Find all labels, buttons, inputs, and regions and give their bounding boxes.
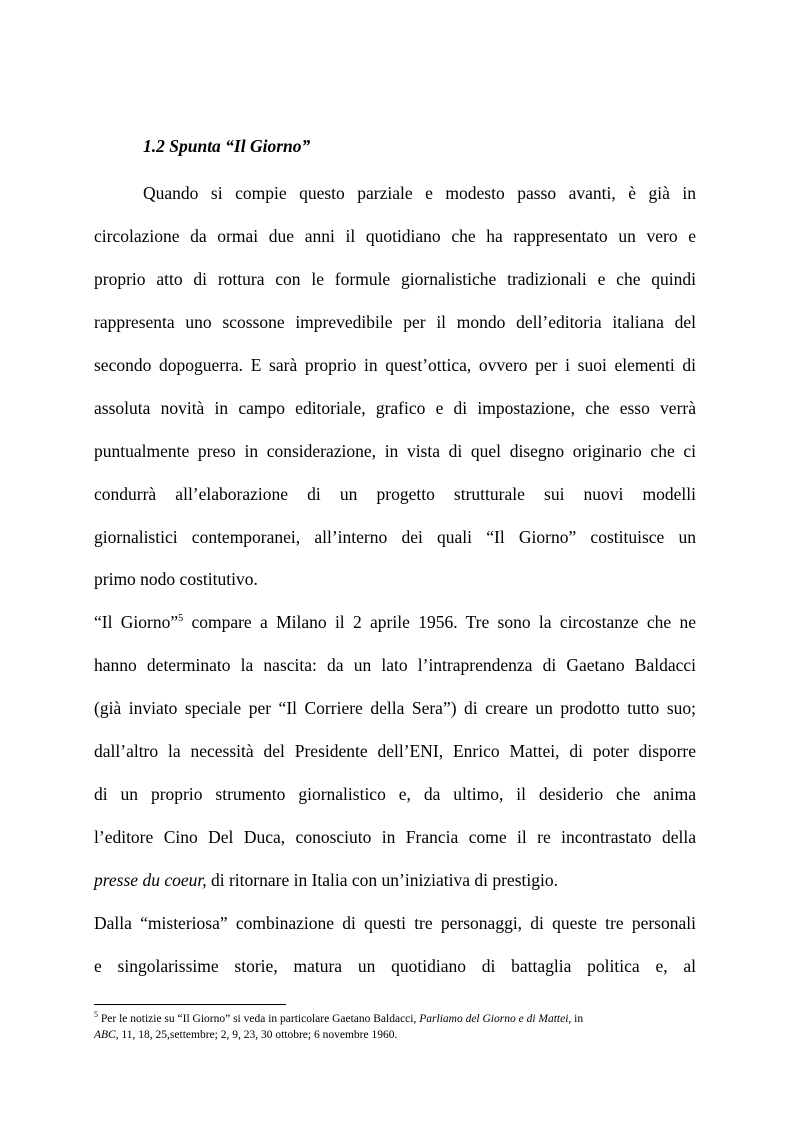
footnote-ref[interactable]: 5 (178, 613, 184, 624)
footnote-text: , 11, 18, 25,settembre; 2, 9, 23, 30 ottobre; 6 novembre 1960. (115, 1029, 398, 1041)
paragraph-line (94, 611, 696, 633)
paragraph-line: Dalla “misteriosa” combinazione di questi tre personaggi, di queste tre personali (94, 913, 696, 933)
footnote-text: , in (568, 1013, 584, 1025)
paragraph-line: Quando si compie questo parziale e modesto passo avanti, è già in (143, 183, 696, 203)
paragraph-line: assoluta novità in campo editoriale, grafico e di impostazione, che esso verrà (94, 398, 696, 418)
paragraph-line: e singolarissime storie, matura un quotidiano di battaglia politica e, al (94, 956, 696, 976)
paragraph-line: circolazione da ormai due anni il quotidiano che ha rappresentato un vero e (94, 226, 696, 246)
italic-phrase: presse du coeur, (94, 870, 207, 890)
paragraph-line: l’editore Cino Del Duca, conosciuto in Francia come il re incontrastato della (94, 827, 696, 847)
paragraph-line: (già inviato speciale per “Il Corriere della Sera”) di creare un prodotto tutto suo; (94, 698, 696, 718)
paragraph-line: rappresenta uno scossone imprevedibile per il mondo dell’editoria italiana del (94, 312, 696, 332)
footnote-text: Per le notizie su “Il Giorno” si veda in particolare Gaetano Baldacci, (98, 1013, 420, 1025)
paragraph-text: di ritornare in Italia con un’iniziativa di prestigio. (206, 870, 558, 890)
paragraph-line: proprio atto di rottura con le formule giornalistiche tradizionali e che quindi (94, 269, 696, 289)
footnote-line (94, 1028, 397, 1043)
footnote-title: Parliamo del Giorno e di Mattei (419, 1013, 569, 1025)
paragraph-line (94, 869, 558, 891)
footnote-line (94, 1012, 583, 1027)
paragraph-line: di un proprio strumento giornalistico e, da ultimo, il desiderio che anima (94, 784, 696, 804)
paragraph-text: compare a Milano il 2 aprile 1956. Tre sono la circostanze che ne (183, 612, 696, 632)
paragraph-line: giornalistici contemporanei, all’interno dei quali “Il Giorno” costituisce un (94, 527, 696, 547)
paragraph-line: puntualmente preso in considerazione, in vista di quel disegno originario che ci (94, 441, 696, 461)
footnote-journal: ABC (94, 1029, 116, 1041)
newspaper-name: “Il Giorno” (94, 612, 179, 632)
section-heading: 1.2 Spunta “Il Giorno” (143, 136, 311, 156)
paragraph-line: dall’altro la necessità del Presidente dell’ENI, Enrico Mattei, di poter disporre (94, 741, 696, 761)
paragraph-line: hanno determinato la nascita: da un lato l’intraprendenza di Gaetano Baldacci (94, 655, 696, 675)
footnote-number: 5 (94, 1010, 98, 1019)
paragraph-line: primo nodo costitutivo. (94, 569, 258, 589)
footnote-divider (94, 1004, 286, 1005)
paragraph-line: condurrà all’elaborazione di un progetto strutturale sui nuovi modelli (94, 484, 696, 504)
paragraph-line: secondo dopoguerra. E sarà proprio in quest’ottica, ovvero per i suoi elementi di (94, 355, 696, 375)
